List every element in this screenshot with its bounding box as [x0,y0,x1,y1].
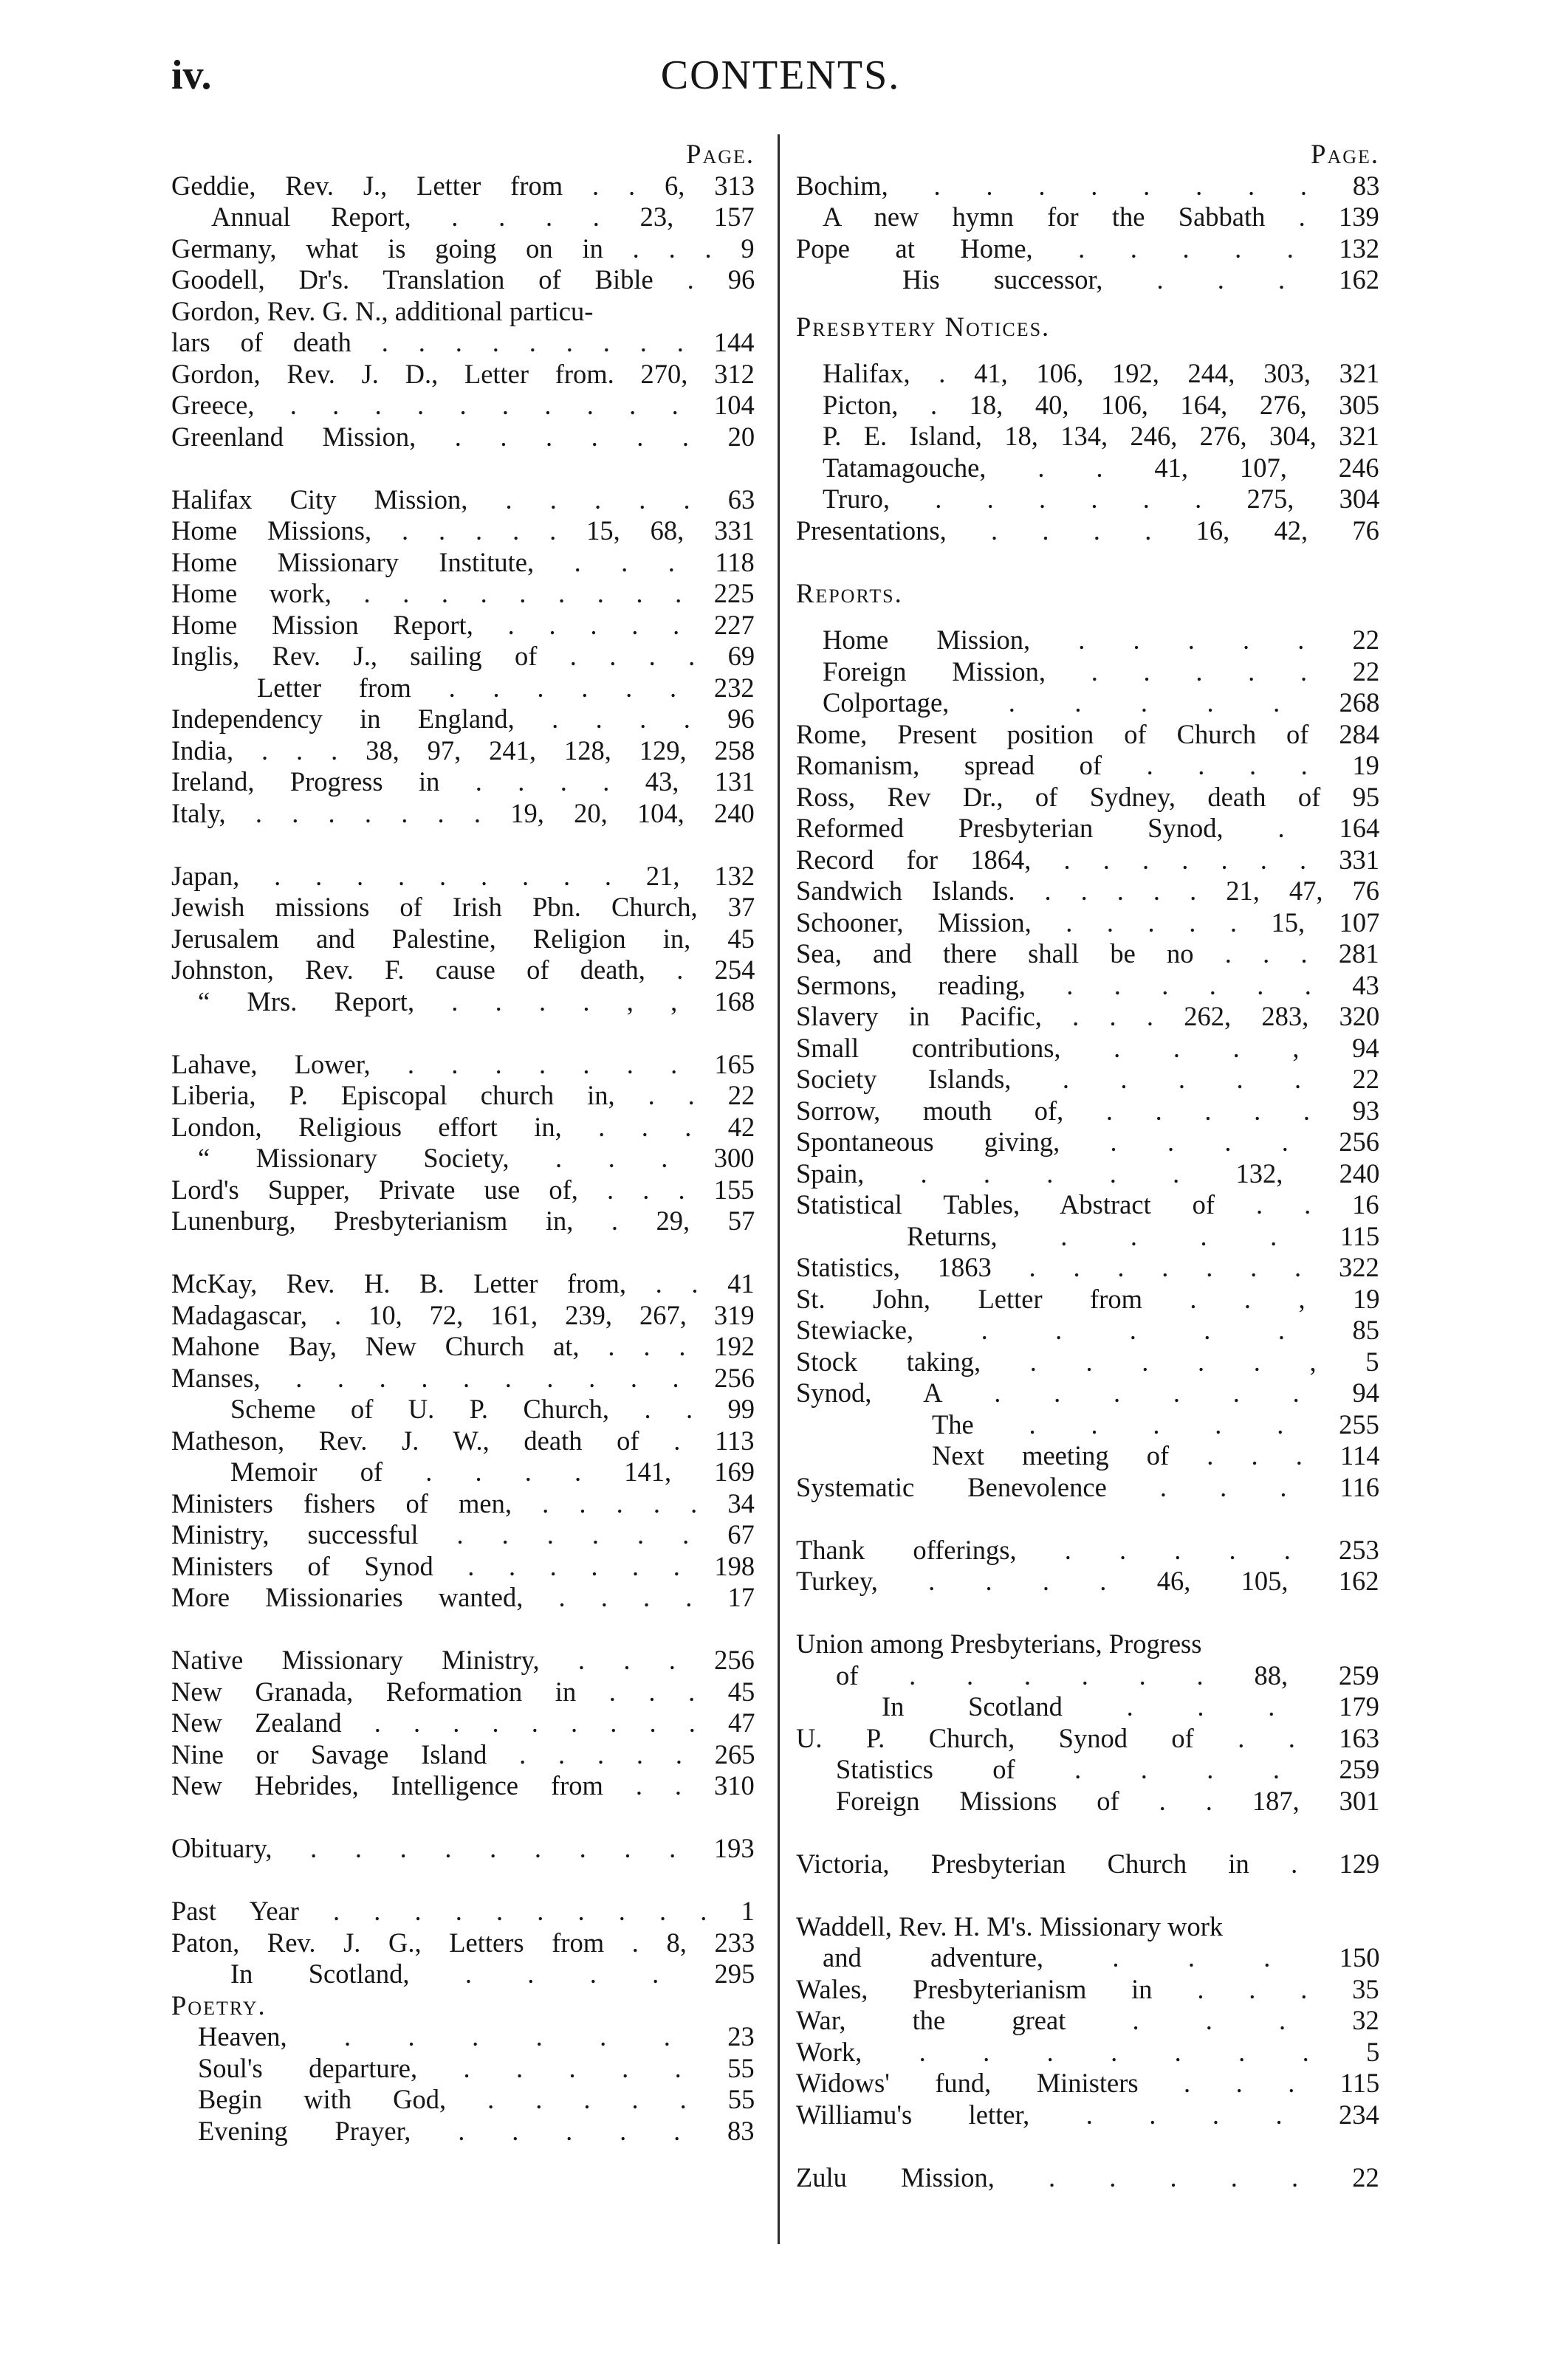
section-spacer [171,1237,755,1269]
index-entry [796,845,1379,876]
index-entry [796,938,1379,970]
section-spacer [171,1865,755,1896]
page-column-heading: Page. [1311,139,1379,169]
entry-text: Independency in England, . . . . 96 [171,704,755,734]
entry-text: Union among Presbyterians, Progress [796,1628,1202,1659]
entry-text: Halifax, . 41, 106, 192, 244, 303, 321 [823,358,1380,388]
index-entry [796,813,1379,845]
index-entry [171,1519,755,1551]
index-entry [171,861,755,892]
index-entry [171,202,755,233]
index-entry [796,2162,1379,2194]
entry-text: Ministers of Synod . . . . . . 198 [171,1550,755,1581]
index-entry [796,1347,1379,1378]
entry-text: Spontaneous giving, . . . . 256 [796,1127,1379,1157]
entry-text: Germany, what is going on in . . . 9 [171,233,755,264]
entry-text: Ireland, Progress in . . . . 43, 131 [171,766,755,797]
index-entry [171,296,755,328]
index-entry [171,610,755,642]
index-entry [796,515,1379,547]
index-entry [171,1112,755,1143]
entry-text: Stock taking, . . . . . , 5 [796,1346,1379,1377]
index-entry [796,1974,1379,2006]
entry-text: Statistics of . . . . 259 [836,1754,1380,1784]
entry-text: Spain, . . . . . 132, 240 [796,1158,1380,1189]
entry-text: Greenland Mission, . . . . . . 20 [171,421,755,452]
entry-text: Truro, . . . . . . 275, 304 [823,484,1380,514]
entry-text: Statistical Tables, Abstract of . . 16 [796,1189,1379,1220]
entry-text: New Zealand . . . . . . . . . 47 [171,1707,755,1738]
index-entry [796,1535,1379,1566]
entry-text: Jerusalem and Palestine, Religion in, 45 [171,923,755,954]
index-entry [796,1001,1379,1033]
entry-text: Matheson, Rev. J. W., death of . 113 [171,1425,755,1456]
entry-text: Schooner, Mission, . . . . . 15, 107 [796,907,1380,938]
entry-text: Romanism, spread of . . . . 19 [796,750,1379,780]
section-spacer [171,829,755,861]
section-spacer [171,1017,755,1049]
section-heading [171,1990,755,2022]
index-entry [171,1958,755,1990]
entry-text: Scheme of U. P. Church, . . 99 [230,1394,755,1424]
entry-text: New Hebrides, Intelligence from . . 310 [171,1770,755,1801]
entry-text: Thank offerings, . . . . . 253 [796,1534,1379,1565]
index-entry [171,1049,755,1081]
index-entry [171,359,755,391]
index-entry [796,1189,1379,1221]
section-spacer [796,609,1379,625]
index-entry [796,1409,1379,1441]
index-entry [796,421,1379,453]
index-entry [171,547,755,579]
index-entry [796,1127,1379,1158]
entry-text: Zulu Mission, . . . . . 22 [796,2161,1379,2192]
index-entry [171,1300,755,1332]
entry-text: Goodell, Dr's. Translation of Bible . 96 [171,264,755,295]
entry-text: P. E. Island, 18, 134, 246, 276, 304, 321 [823,421,1379,451]
entry-text: Synod, A . . . . . . 94 [796,1378,1380,1408]
index-entry [796,1786,1379,1817]
entry-text: Work, . . . . . . . 5 [796,2036,1380,2067]
entry-text: In Scotland, . . . . 295 [230,1958,755,1989]
index-entry [171,704,755,735]
index-entry [796,233,1379,265]
section-spacer [796,1503,1379,1535]
index-entry [796,1566,1379,1597]
index-column-right [796,139,1379,2193]
index-entry [171,986,755,1018]
entry-text: Evening Prayer, . . . . . 83 [198,2115,755,2146]
section-spacer [796,343,1379,358]
entry-text: His successor, . . . 162 [902,264,1379,295]
index-entry [171,735,755,767]
entry-text: Society Islands, . . . . . 22 [796,1064,1380,1094]
index-entry [171,1645,755,1676]
index-entry [796,2068,1379,2099]
entry-text: “ Mrs. Report, . . . . , , 168 [198,986,755,1017]
entry-text: Sea, and there shall be no . . . 281 [796,938,1379,969]
entry-text: India, . . . 38, 97, 241, 128, 129, 258 [171,735,755,766]
index-entry [171,2084,755,2116]
entry-text: Sandwich Islands. . . . . . 21, 47, 76 [796,876,1379,906]
section-spacer [796,2130,1379,2162]
entry-text: Mahone Bay, New Church at, . . . 192 [171,1331,755,1361]
entry-text: Stewiacke, . . . . . 85 [796,1315,1379,1345]
section-spacer [796,1597,1379,1629]
index-entry [171,327,755,359]
index-entry [796,1033,1379,1065]
index-entry [796,1628,1379,1660]
entry-text: and adventure, . . . 150 [823,1942,1380,1973]
entry-text: Next meeting of . . . 114 [932,1440,1380,1471]
index-entry [171,641,755,673]
index-entry [171,673,755,704]
index-entry [796,1315,1379,1347]
column-divider [778,134,780,2244]
index-entry [171,1770,755,1802]
entry-text: Waddell, Rev. H. M's. Missionary work [796,1910,1224,1942]
index-entry [171,924,755,955]
index-entry [171,2053,755,2085]
index-entry [171,766,755,798]
entry-text: Foreign Mission, . . . . . 22 [823,656,1380,687]
index-entry [796,1691,1379,1723]
entry-text: Foreign Missions of . . 187, 301 [836,1785,1380,1816]
index-entry [171,1363,755,1394]
entry-text: Wales, Presbyterianism in . . . 35 [796,1973,1379,2004]
entry-text: Reports. [796,577,903,608]
entry-text: Manses, . . . . . . . . . . 256 [171,1362,755,1393]
entry-text: Record for 1864, . . . . . . . 331 [796,844,1379,875]
section-heading [796,578,1379,610]
section-spacer [171,1802,755,1834]
page-folio: iv. [171,52,212,98]
entry-text: The . . . . . 255 [932,1409,1379,1440]
entry-text: Turkey, . . . . 46, 105, 162 [796,1566,1379,1596]
index-entry [796,1942,1379,1974]
entry-text: More Missionaries wanted, . . . . 17 [171,1582,755,1612]
entry-text: lars of death . . . . . . . . . 144 [171,327,755,357]
entry-text: In Scotland . . . 179 [882,1691,1379,1722]
entry-text: Lahave, Lower, . . . . . . . 165 [171,1048,755,1079]
index-entry [796,1221,1379,1253]
section-spacer [796,1879,1379,1911]
index-entry [796,2037,1379,2068]
section-spacer [171,1614,755,1645]
index-entry [171,1080,755,1112]
index-entry [796,1440,1379,1472]
entry-text: Williamu's letter, . . . . 234 [796,2099,1379,2130]
index-entry [171,1739,755,1771]
index-entry [796,1158,1379,1190]
index-entry [171,1331,755,1363]
entry-text: Gordon, Rev. G. N., additional particu- [171,295,594,326]
entry-text: of . . . . . . 88, 259 [836,1660,1379,1691]
index-entry [171,2021,755,2053]
index-entry [171,1551,755,1583]
entry-text: Begin with God, . . . . . 55 [198,2084,755,2114]
section-spacer [796,296,1379,312]
entry-text: Home Missions, . . . . . 15, 68, 331 [171,515,755,546]
entry-text: Obituary, . . . . . . . . . 193 [171,1833,755,1863]
section-spacer [171,453,755,484]
entry-text: Home Mission, . . . . . 22 [823,625,1379,655]
index-entry [796,484,1379,515]
entry-text: Memoir of . . . . 141, 169 [230,1456,755,1487]
entry-text: Native Missionary Ministry, . . . 256 [171,1645,755,1675]
index-entry [171,955,755,986]
index-entry [171,1582,755,1614]
entry-text: Heaven, . . . . . . 23 [198,2021,755,2051]
entry-text: Poetry. [171,1989,267,2020]
entry-text: Home Mission Report, . . . . . 227 [171,609,755,640]
index-entry [171,1927,755,1959]
page-column-heading: Page. [686,139,755,169]
section-spacer [796,1817,1379,1848]
entry-text: Bochim, . . . . . . . . 83 [796,170,1380,201]
index-entry [796,625,1379,656]
entry-text: McKay, Rev. H. B. Letter from, . . 41 [171,1268,755,1299]
index-entry [796,390,1379,422]
index-entry [796,719,1379,751]
entry-text: Geddie, Rev. J., Letter from . . 6, 313 [171,170,755,201]
index-entry [171,1833,755,1865]
index-entry [796,656,1379,688]
entry-text: Systematic Benevolence . . . 116 [796,1471,1380,1502]
index-entry [796,1754,1379,1786]
entry-text: A new hymn for the Sabbath . 139 [823,202,1379,232]
index-column-left [171,139,755,2147]
index-entry [796,2005,1379,2037]
entry-text: Presbytery Notices. [796,311,1051,342]
entry-text: Madagascar, . 10, 72, 161, 239, 267, 319 [171,1299,755,1330]
index-entry [796,782,1379,814]
index-entry [171,264,755,296]
index-entry [171,1268,755,1300]
entry-text: St. John, Letter from . . , 19 [796,1283,1380,1314]
entry-text: Sorrow, mouth of, . . . . . 93 [796,1095,1380,1126]
entry-text: Gordon, Rev. J. D., Letter from. 270, 312 [171,358,755,389]
index-entry [796,1472,1379,1504]
index-entry [796,970,1379,1002]
index-entry [171,1206,755,1237]
index-entry [171,2116,755,2147]
index-entry [171,171,755,202]
index-entry [171,390,755,422]
entry-text: Jewish missions of Irish Pbn. Church, 37 [171,892,755,922]
index-entry [171,233,755,265]
index-entry [171,892,755,924]
entry-text: Ministry, successful . . . . . . 67 [171,1519,755,1550]
entry-text: Pope at Home, . . . . . 132 [796,233,1380,264]
entry-text: Liberia, P. Episcopal church in, . . 22 [171,1080,755,1110]
index-entry [796,1284,1379,1315]
entry-text: Colportage, . . . . . 268 [823,687,1380,718]
entry-text: Rome, Present position of Church of 284 [796,718,1380,749]
index-entry [171,422,755,453]
index-entry [171,1707,755,1739]
entry-text: Ministers fishers of men, . . . . . 34 [171,1488,755,1519]
index-entry [796,1064,1379,1096]
entry-text: U. P. Church, Synod of . . 163 [796,1722,1380,1753]
index-entry [171,1174,755,1206]
entry-text: Italy, . . . . . . . 19, 20, 104, 240 [171,797,755,828]
index-entry [796,1723,1379,1755]
entry-text: New Granada, Reformation in . . . 45 [171,1676,755,1707]
entry-text: Annual Report, . . . . 23, 157 [211,202,755,232]
section-spacer [796,546,1379,578]
index-entry [171,1676,755,1708]
running-title: CONTENTS. [660,52,901,98]
entry-text: Soul's departure, . . . . . 55 [198,2052,755,2083]
index-entry [796,1252,1379,1284]
index-entry [796,1378,1379,1409]
entry-text: Widows' fund, Ministers . . . 115 [796,2068,1380,2098]
entry-text: Presentations, . . . . 16, 42, 76 [796,515,1379,546]
index-entry [171,1425,755,1457]
entry-text: Victoria, Presbyterian Church in . 129 [796,1848,1380,1879]
index-entry [171,798,755,830]
index-entry [171,1143,755,1174]
index-entry [171,484,755,516]
entry-text: Statistics, 1863 . . . . . . . 322 [796,1252,1379,1282]
entry-text: Past Year . . . . . . . . . . 1 [171,1896,755,1926]
entry-text: Small contributions, . . . , 94 [796,1032,1379,1063]
index-entry [171,1456,755,1488]
entry-text: Slavery in Pacific, . . . 262, 283, 320 [796,1001,1380,1031]
entry-text: Reformed Presbyterian Synod, . 164 [796,813,1380,843]
index-entry [796,453,1379,484]
entry-text: Halifax City Mission, . . . . . 63 [171,484,755,515]
index-entry [796,750,1379,782]
index-entry [796,1911,1379,1943]
entry-text: Lunenburg, Presbyterianism in, . 29, 57 [171,1206,755,1236]
index-entry [796,202,1379,233]
index-entry [171,578,755,610]
index-entry [796,358,1379,390]
entry-text: Paton, Rev. J. G., Letters from . 8, 233 [171,1927,755,1958]
index-entry [171,1896,755,1927]
entry-text: Japan, . . . . . . . . . 21, 132 [171,860,755,891]
index-entry [796,1660,1379,1692]
entry-text: Inglis, Rev. J., sailing of . . . . 69 [171,641,755,671]
index-entry [796,264,1379,296]
entry-text: “ Missionary Society, . . . 300 [198,1143,755,1173]
index-entry [796,1096,1379,1127]
entry-text: Letter from . . . . . . 232 [257,672,755,703]
entry-text: Ross, Rev Dr., of Sydney, death of 95 [796,781,1380,812]
index-entry [171,515,755,547]
index-entry [796,171,1379,202]
entry-text: Picton, . 18, 40, 106, 164, 276, 305 [823,389,1380,420]
index-entry [796,2099,1379,2131]
index-entry [171,1488,755,1520]
entry-text: Returns, . . . . 115 [907,1220,1380,1251]
entry-text: Lord's Supper, Private use of, . . . 155 [171,1174,755,1205]
entry-text: Tatamagouche, . . 41, 107, 246 [823,452,1379,483]
page-header [0,52,1561,111]
section-heading [796,312,1379,343]
index-entry [171,1394,755,1425]
entry-text: War, the great . . . 32 [796,2005,1379,2035]
entry-text: Greece, . . . . . . . . . . 104 [171,390,755,420]
index-entry [796,1848,1379,1880]
index-entry [796,907,1379,939]
entry-text: London, Religious effort in, . . . 42 [171,1111,755,1142]
entry-text: Johnston, Rev. F. cause of death, . 254 [171,955,755,985]
index-entry [796,687,1379,719]
entry-text: Sermons, reading, . . . . . . 43 [796,969,1379,1000]
entry-text: Home work, . . . . . . . . . 225 [171,578,755,608]
entry-text: Nine or Savage Island . . . . . 265 [171,1738,755,1769]
entry-text: Home Missionary Institute, . . . 118 [171,546,755,577]
index-entry [796,876,1379,907]
